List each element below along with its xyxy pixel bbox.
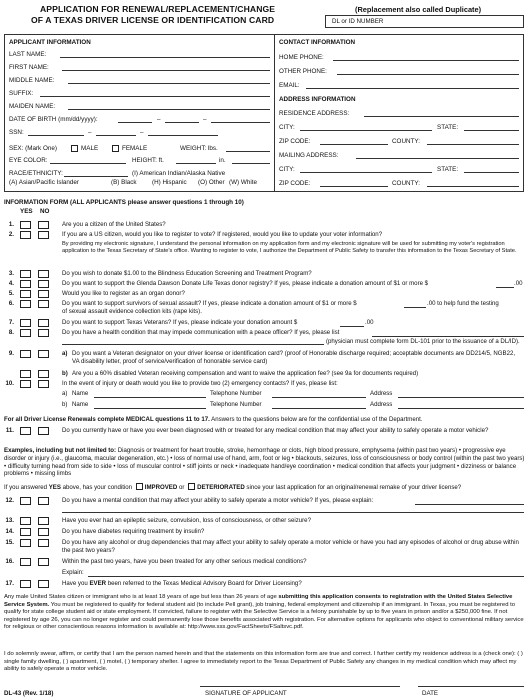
race-option-o: (O) Other xyxy=(198,179,225,186)
contact-a-phone-label: Telephone Number xyxy=(210,390,262,397)
state-label: STATE: xyxy=(437,124,459,131)
question-4: 4. Do you want to support the Glenda Dawson Donate Life Texas donor registry? If yes, please indicate a donation amount of $1 or more $ .00 xyxy=(8,280,523,287)
applicant-heading: APPLICANT INFORMATION xyxy=(9,39,91,46)
first-name-input[interactable] xyxy=(62,70,270,71)
q9a-yes-checkbox[interactable] xyxy=(20,350,31,358)
q15-text: Do you have any alcohol or drug dependencies that may affect your ability to safely operate a motor vehicle or have you had any episodes of alcohol or drug abuse within the past two years? xyxy=(62,539,519,554)
q8-text: Do you have a health condition that may impede communication with a peace officer? If yes, please list xyxy=(62,329,340,336)
q3-no-checkbox[interactable] xyxy=(38,270,49,278)
race-option-w: (W) White xyxy=(229,179,257,186)
question-6: 6. Do you want to support survivors of sexual assault? If yes, please indicate a donation amount of $1 or more $ .00 to help fund the testing of sexual assault evidence collection kits (rape kits). xyxy=(0,300,530,316)
contact-a-label: a) xyxy=(62,390,68,397)
q16-explain-label: Explain: xyxy=(62,569,84,576)
q7-amount-input[interactable] xyxy=(340,326,364,327)
q13-yes-checkbox[interactable] xyxy=(20,517,31,525)
yes-column-header: YES xyxy=(20,208,33,215)
q12-no-checkbox[interactable] xyxy=(38,497,49,505)
q4-cents: .00 xyxy=(514,280,523,287)
maiden-name-label: MAIDEN NAME: xyxy=(9,103,56,110)
question-16: 16. Within the past two years, have you been treated for any other serious medical conditions? Explain: xyxy=(0,558,530,576)
mailing-label: MAILING ADDRESS: xyxy=(279,152,339,159)
contact-b-phone-input[interactable] xyxy=(272,408,366,409)
q8-no-checkbox[interactable] xyxy=(38,329,49,337)
q13-text: Have you ever had an epileptic seizure, convulsion, loss of consciousness, or other seizure? xyxy=(62,517,311,524)
signature-line[interactable] xyxy=(200,686,400,687)
question-3: 3. Do you wish to donate $1.00 to the Blindness Education Screening and Treatment Program? xyxy=(0,270,530,278)
q12-text: Do you have a mental condition that may affect your ability to safely operate a motor vehicle? If yes, please explain: xyxy=(62,497,374,504)
question-7: 7. Do you want to support Texas Veterans? If yes, please indicate your donation amount $ .00 xyxy=(0,319,530,327)
race-option-i: (I) American Indian/Alaska Native xyxy=(132,170,226,177)
q14-yes-checkbox[interactable] xyxy=(20,528,31,536)
weight-label: WEIGHT: lbs. xyxy=(180,145,218,152)
first-name-label: FIRST NAME: xyxy=(9,64,49,71)
city2-label: CITY: xyxy=(279,166,295,173)
suffix-input[interactable] xyxy=(40,96,270,97)
question-11: 11. Do you currently have or have you ever been diagnosed with or treated for any medical condition that may affect your ability to safely operate a motor vehicle? xyxy=(0,427,530,443)
race-option-h: (H) Hispanic xyxy=(152,179,187,186)
zip-label: ZIP CODE: xyxy=(279,138,311,145)
address-heading: ADDRESS INFORMATION xyxy=(279,96,356,103)
q17-text: Have you EVER been referred to the Texas Medical Advisory Board for Driver Licensing? xyxy=(62,580,302,587)
contact-a-address-input[interactable] xyxy=(398,397,524,398)
q4-text: Do you want to support the Glenda Dawson Donate Life Texas donor registry? If yes, please indicate a donation amount of $1 or more $ xyxy=(62,280,429,287)
mailing-input[interactable] xyxy=(356,158,519,159)
question-5: 5. Would you like to register as an organ donor? xyxy=(0,290,530,298)
weight-input[interactable] xyxy=(226,151,270,152)
form-subtitle: (Replacement also called Duplicate) xyxy=(355,5,482,14)
q15-no-checkbox[interactable] xyxy=(38,539,49,547)
medical-heading: For all Driver License Renewals complete MEDICAL questions 11 to 17. Answers to the questions below are for the confidential use of the Department. xyxy=(4,416,423,423)
suffix-label: SUFFIX: xyxy=(9,90,34,97)
q9b-text: Are you a 60% disabled Veteran receiving compensation and want to waive the application fee? (see 9a for documents required) xyxy=(72,370,419,377)
dob-label: DATE OF BIRTH (mm/dd/yyyy): xyxy=(9,116,98,123)
dob-dash-1: – xyxy=(157,116,161,123)
residence-label: RESIDENCE ADDRESS: xyxy=(279,110,350,117)
no-column-header: NO xyxy=(40,208,50,215)
zip-input[interactable] xyxy=(320,144,388,145)
affirmation-paragraph: I do solemnly swear, affirm, or certify that I am the person named herein and that the statements on this information form are true and correct. I further certify my residence address is a (check one): ( ) single family dwelling, ( ) apartment, ( ) motel, ( ) temporary shelter. I agree to immediately report to the Texas Department of Public Safety any changes in my medical condition which may affect my ability to safely operate a motor vehicle. xyxy=(4,651,523,673)
q4-amount-input[interactable] xyxy=(496,287,514,288)
q10-yes-checkbox[interactable] xyxy=(20,380,31,388)
q8-condition-input-2[interactable] xyxy=(62,344,324,345)
question-15: 15. Do you have any alcohol or drug dependencies that may affect your ability to safely operate a motor vehicle or have you had any episodes of alcohol or drug abuse within the past two years? xyxy=(0,539,530,555)
q3-yes-checkbox[interactable] xyxy=(20,270,31,278)
q9b-no-checkbox[interactable] xyxy=(38,370,49,378)
ssn-dash-2: – xyxy=(140,129,144,136)
q12-explain-input[interactable] xyxy=(415,504,524,505)
q9a-text: Do you want a Veteran designator on your driver license or identification card? (proof of Honorable discharge required; acceptable documents are DD214/5, NGB22, VA disability letter, proof of service/verification of honorable service card) xyxy=(72,350,516,365)
q5-no-checkbox[interactable] xyxy=(38,290,49,298)
county2-input[interactable] xyxy=(427,186,519,187)
q12-explain-input-2[interactable] xyxy=(62,512,524,513)
form-id: DL-43 (Rev. 1/18) xyxy=(4,690,54,697)
height-in-input[interactable] xyxy=(232,163,270,164)
contact-heading: CONTACT INFORMATION xyxy=(279,39,356,46)
female-label: FEMALE xyxy=(122,145,148,152)
form-title-line1: APPLICATION FOR RENEWAL/REPLACEMENT/CHANGE xyxy=(40,4,276,14)
county-input[interactable] xyxy=(427,144,519,145)
contact-b-address-label: Address xyxy=(370,401,393,408)
medical-examples: Examples, including but not limited to: Diagnosis or treatment for heart trouble, stroke, hemorrhage or clots, high blood pressure, emphysema (within past two years) • progressive eye disorder or injury (i.e., glaucoma, macular degeneration, etc.) • loss of normal use of hand, arm, foot or leg • blackouts, seizures, loss of consciousness or body control (within the past two years) • difficulty turning head from side to side • loss of muscular control • stiff joints or neck • inadequate hand/eye coordination • medical condition that affects your judgment • dizziness or balance problems • missing limbs xyxy=(4,447,525,478)
frame-divider xyxy=(274,34,275,192)
question-13: 13. Have you ever had an epileptic seizure, convulsion, loss of consciousness, or other seizure? xyxy=(0,517,530,525)
question-2: 2. If you are a US citizen, would you like to register to vote? If registered, would you like to update your voter information? By providing my electronic signature, I understand the personal information on my application form and my electronic signature will be used for submitting my voter's registration application to the Texas Secretary of State's office. Wanting to register to vote, I authorize the Department of Public Safety to transfer this information to the Texas Secretary of State. xyxy=(0,231,530,267)
q2-no-checkbox[interactable] xyxy=(38,231,49,239)
dob-day-input[interactable] xyxy=(165,122,199,123)
q16-text: Within the past two years, have you been treated for any other serious medical conditions? xyxy=(62,558,307,565)
zip2-label: ZIP CODE: xyxy=(279,180,311,187)
question-1: 1. Are you a citizen of the United States? xyxy=(0,221,530,229)
q8-note: (physician must complete form DL-101 prior to the issuance of a DL/ID). xyxy=(326,338,520,345)
q5-yes-checkbox[interactable] xyxy=(20,290,31,298)
form-title-line2: OF A TEXAS DRIVER LICENSE OR IDENTIFICATION CARD xyxy=(31,15,275,25)
emergency-contact-b xyxy=(0,401,530,409)
height-label: HEIGHT: ft. xyxy=(132,157,164,164)
selective-service-paragraph: Any male United States citizen or immigrant who is at least 18 years of age but less than 26 years of age submitting this application consents to registration with the United States Selective Service System. You must be registered to qualify for federal student aid (to include Pell grant), job training, federal employment and citizenship if an immigrant. In Texas, you must be registered to qualify for state college student aid or state employment. If convicted, failure to register with the Selective Service is a felony punishable by up to five years in prison and/or a $250,000 fine. If not registered by age 26, you can no longer register and could permanently lose those benefits associated with registration. For alternative options for applicants who object to conventional military service for religious or other conscientious reasons information is available at: http://www.sss.gov/FactSheets/FSaltsvc.pdf. xyxy=(4,594,524,631)
male-checkbox[interactable] xyxy=(71,145,78,152)
city-input[interactable] xyxy=(300,130,432,131)
contact-b-name-label: Name xyxy=(72,401,89,408)
ssn-part2-input[interactable] xyxy=(96,135,136,136)
height-in-label: in. xyxy=(219,157,226,164)
eye-color-label: EYE COLOR: xyxy=(9,157,48,164)
maiden-name-input[interactable] xyxy=(68,109,270,110)
q7-no-checkbox[interactable] xyxy=(38,319,49,327)
q2-text: If you are a US citizen, would you like to register to vote? If registered, would you like to update your voter information? xyxy=(62,231,383,238)
question-12: 12. Do you have a mental condition that may affect your ability to safely operate a motor vehicle? If yes, please explain: xyxy=(0,497,530,513)
q1-text: Are you a citizen of the United States? xyxy=(62,221,166,228)
last-name-input[interactable] xyxy=(60,57,270,58)
q6-yes-checkbox[interactable] xyxy=(20,300,31,308)
email-label: EMAIL: xyxy=(279,82,300,89)
state-input[interactable] xyxy=(464,130,519,131)
q6-end: of sexual assault evidence collection kits (rape kits). xyxy=(62,308,202,315)
other-phone-label: OTHER PHONE: xyxy=(279,68,327,75)
q8-yes-checkbox[interactable] xyxy=(20,329,31,337)
q5-text: Would you like to register as an organ donor? xyxy=(62,290,185,297)
question-14: 14. Do you have diabetes requiring treatment by insulin? xyxy=(0,528,530,536)
q1-yes-checkbox[interactable] xyxy=(20,221,31,229)
contact-a-name-label: Name xyxy=(72,390,89,397)
q7-yes-checkbox[interactable] xyxy=(20,319,31,327)
q10-text: In the event of injury or death would you like to provide two (2) emergency contacts? If yes, please list: xyxy=(62,380,338,387)
race-option-b: (B) Black xyxy=(111,179,137,186)
q16-yes-checkbox[interactable] xyxy=(20,558,31,566)
female-checkbox[interactable] xyxy=(112,145,119,152)
q6-no-checkbox[interactable] xyxy=(38,300,49,308)
male-label: MALE xyxy=(81,145,99,152)
signature-label: SIGNATURE OF APPLICANT xyxy=(205,690,287,697)
dob-dash-2: – xyxy=(203,116,207,123)
race-input[interactable] xyxy=(64,176,128,177)
question-9a: 9. a) Do you want a Veteran designator on your driver license or identification card? (proof of Honorable discharge required; acceptable documents are DD214/5, NGB22, VA disability letter, proof of service/verification of honorable service card) xyxy=(0,350,530,370)
question-17: 17. Have you EVER been referred to the Texas Medical Advisory Board for Driver Licensing? xyxy=(0,580,530,588)
q11-yes-checkbox[interactable] xyxy=(20,427,31,435)
contact-b-phone-label: Telephone Number xyxy=(210,401,262,408)
q4-yes-checkbox[interactable] xyxy=(20,280,31,288)
dob-year-input[interactable] xyxy=(211,122,270,123)
home-phone-input[interactable] xyxy=(333,60,519,61)
q11-no-checkbox[interactable] xyxy=(38,427,49,435)
q3-text: Do you wish to donate $1.00 to the Blindness Education Screening and Treatment Program? xyxy=(62,270,312,277)
q7-cents: .00 xyxy=(365,319,374,326)
ssn-part1-input[interactable] xyxy=(28,135,84,136)
q1-no-checkbox[interactable] xyxy=(38,221,49,229)
q15-yes-checkbox[interactable] xyxy=(20,539,31,547)
ssn-part3-input[interactable] xyxy=(148,135,218,136)
residence-input[interactable] xyxy=(364,116,519,117)
email-input[interactable] xyxy=(306,88,519,89)
q16-explain-input[interactable] xyxy=(88,576,524,577)
contact-b-address-input[interactable] xyxy=(398,408,524,409)
deteriorated-checkbox[interactable] xyxy=(188,483,195,490)
contact-a-phone-input[interactable] xyxy=(272,397,366,398)
zip2-input[interactable] xyxy=(320,186,388,187)
q2-yes-checkbox[interactable] xyxy=(20,231,31,239)
city2-input[interactable] xyxy=(300,172,432,173)
contact-b-label: b) xyxy=(62,401,68,408)
other-phone-input[interactable] xyxy=(337,74,519,75)
q14-text: Do you have diabetes requiring treatment by insulin? xyxy=(62,528,205,535)
ssn-dash-1: – xyxy=(88,129,92,136)
q6-mid: .00 to help fund the testing xyxy=(427,300,499,307)
q6-text: Do you want to support survivors of sexual assault? If yes, please indicate a donation amount of $1 or more $ xyxy=(62,300,357,307)
dl-number-label: DL or ID NUMBER xyxy=(332,18,384,25)
q2-note: By providing my electronic signature, I understand the personal information on my application form and my electronic signature will be used for submitting my voter's registration application to the Texas Secretary of State's office. Wanting to register to vote, I authorize the Department of Public Safety to transfer this information to the Texas Secretary of State. xyxy=(62,241,517,255)
q9b-yes-checkbox[interactable] xyxy=(20,370,31,378)
race-option-a: (A) Asian/Pacific Islander xyxy=(9,179,79,186)
city-label: CITY: xyxy=(279,124,295,131)
height-ft-input[interactable] xyxy=(176,163,216,164)
q14-no-checkbox[interactable] xyxy=(38,528,49,536)
state2-input[interactable] xyxy=(464,172,519,173)
q9a-no-checkbox[interactable] xyxy=(38,350,49,358)
q8-condition-input[interactable] xyxy=(372,336,524,337)
q4-no-checkbox[interactable] xyxy=(38,280,49,288)
q12-yes-checkbox[interactable] xyxy=(20,497,31,505)
sex-label: SEX: (Mark One) xyxy=(9,145,57,152)
q7-text: Do you want to support Texas Veterans? If yes, please indicate your donation amount $ xyxy=(62,319,298,326)
dl-number-field[interactable] xyxy=(325,15,524,28)
eye-color-input[interactable] xyxy=(50,163,126,164)
contact-a-name-input[interactable] xyxy=(94,397,206,398)
q17-no-checkbox[interactable] xyxy=(38,580,49,588)
q11-text: Do you currently have or have you ever been diagnosed with or treated for any medical condition that may affect your ability to safely operate a motor vehicle? xyxy=(62,427,489,434)
date-line[interactable] xyxy=(418,686,524,687)
middle-name-label: MIDDLE NAME: xyxy=(9,77,55,84)
last-name-label: LAST NAME: xyxy=(9,51,47,58)
ssn-label: SSN: xyxy=(9,129,24,136)
state2-label: STATE: xyxy=(437,166,459,173)
contact-a-address-label: Address xyxy=(370,390,393,397)
condition-change-line: If you answered YES above, has your condition IMPROVED or DETERIORATED since your last application for an original/renewal remake of your driver license? xyxy=(4,484,462,491)
dob-month-input[interactable] xyxy=(118,122,152,123)
question-10: 10. In the event of injury or death would you like to provide two (2) emergency contacts? If yes, please list: xyxy=(0,380,530,388)
emergency-contact-a xyxy=(0,390,530,398)
q13-no-checkbox[interactable] xyxy=(38,517,49,525)
q17-yes-checkbox[interactable] xyxy=(20,580,31,588)
county-label: COUNTY: xyxy=(392,138,420,145)
improved-checkbox[interactable] xyxy=(136,483,143,490)
question-8: 8. Do you have a health condition that may impede communication with a peace officer? If yes, please list (physician must complete form DL-101 prior to the issuance of a DL/ID). xyxy=(0,329,530,347)
q10-no-checkbox[interactable] xyxy=(38,380,49,388)
question-9b: b) Are you a 60% disabled Veteran receiving compensation and want to waive the application fee? (see 9a for documents required) xyxy=(0,370,530,378)
race-label: RACE/ETHNICITY: xyxy=(9,170,63,177)
q16-no-checkbox[interactable] xyxy=(38,558,49,566)
date-label: DATE xyxy=(422,690,439,697)
county2-label: COUNTY: xyxy=(392,180,420,187)
middle-name-input[interactable] xyxy=(68,83,270,84)
contact-b-name-input[interactable] xyxy=(94,408,206,409)
info-form-heading: INFORMATION FORM (ALL APPLICANTS please answer questions 1 through 10) xyxy=(4,199,244,206)
home-phone-label: HOME PHONE: xyxy=(279,54,324,61)
